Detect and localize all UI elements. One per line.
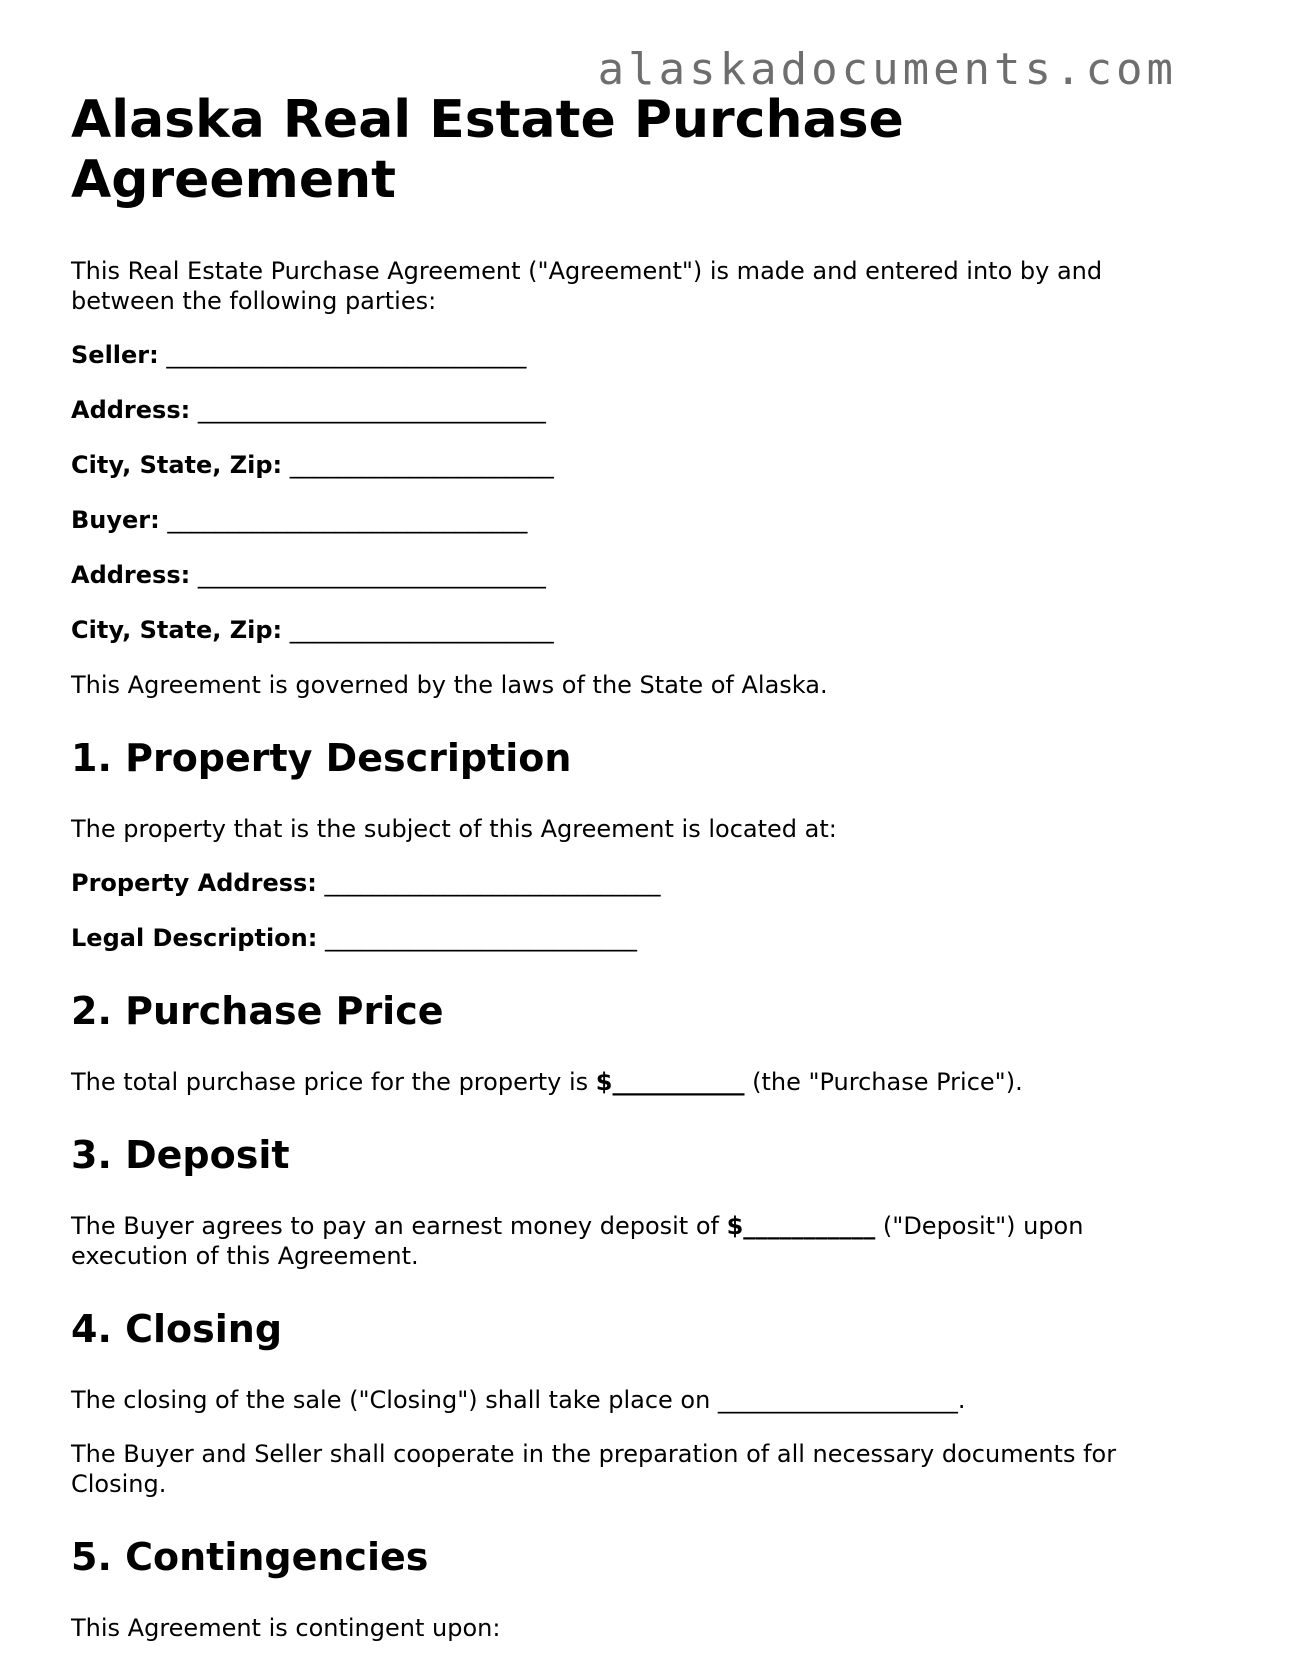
property-address-label: Property Address: <box>71 869 317 897</box>
deposit-text-after: ("Deposit") upon execution of this Agreement. <box>71 1212 1084 1270</box>
closing-date-paragraph: The closing of the sale ("Closing") shall take place on ____________________. <box>71 1386 966 1414</box>
legal-description-label: Legal Description: <box>71 924 318 952</box>
seller-blank: ______________________________ <box>166 341 527 369</box>
price-amount-blank: $___________ <box>595 1068 745 1096</box>
governing-law-paragraph: This Agreement is governed by the laws of the State of Alaska. <box>71 671 828 699</box>
buyer-city-blank: ______________________ <box>289 616 554 644</box>
section-heading-price: 2. Purchase Price <box>71 989 444 1033</box>
document-page <box>71 90 1201 1667</box>
buyer-address-field <box>71 560 1201 590</box>
price-text-after: (the "Purchase Price"). <box>744 1068 1023 1096</box>
document-title: Alaska Real Estate Purchase Agreement <box>71 90 904 210</box>
deposit-amount-blank: $___________ <box>726 1212 876 1240</box>
deposit-text-before: The Buyer agrees to pay an earnest money deposit of <box>71 1212 727 1240</box>
buyer-blank: ______________________________ <box>167 506 528 534</box>
intro-paragraph: This Real Estate Purchase Agreement ("Agreement") is made and entered into by and between the following parties: <box>71 257 1103 315</box>
seller-label: Seller: <box>71 341 159 369</box>
section-heading-property: 1. Property Description <box>71 736 572 780</box>
buyer-city-field <box>71 615 1201 645</box>
seller-address-label: Address: <box>71 396 191 424</box>
buyer-label: Buyer: <box>71 506 160 534</box>
section-heading-contingencies: 5. Contingencies <box>71 1535 429 1579</box>
buyer-address-label: Address: <box>71 561 191 589</box>
legal-description-blank: __________________________ <box>325 924 637 952</box>
buyer-field <box>71 505 1201 535</box>
price-paragraph <box>71 1067 1201 1097</box>
section-heading-deposit: 3. Deposit <box>71 1133 290 1177</box>
deposit-paragraph <box>71 1211 1201 1271</box>
property-address-blank: ____________________________ <box>324 869 661 897</box>
contingencies-paragraph: This Agreement is contingent upon: <box>71 1614 501 1642</box>
buyer-address-blank: _____________________________ <box>197 561 546 589</box>
closing-cooperation-paragraph: The Buyer and Seller shall cooperate in the preparation of all necessary documents for Closing. <box>71 1440 1117 1498</box>
seller-city-label: City, State, Zip: <box>71 451 283 479</box>
section-heading-closing: 4. Closing <box>71 1307 283 1351</box>
seller-field <box>71 340 1201 370</box>
price-text-before: The total purchase price for the property is <box>71 1068 596 1096</box>
seller-address-field <box>71 395 1201 425</box>
property-address-field <box>71 868 1201 898</box>
watermark-logo: alaskadocuments.com <box>597 44 1177 95</box>
seller-city-blank: ______________________ <box>289 451 554 479</box>
buyer-city-label: City, State, Zip: <box>71 616 283 644</box>
legal-description-field <box>71 923 1201 953</box>
seller-city-field <box>71 450 1201 480</box>
seller-address-blank: _____________________________ <box>197 396 546 424</box>
property-paragraph: The property that is the subject of this Agreement is located at: <box>71 815 837 843</box>
